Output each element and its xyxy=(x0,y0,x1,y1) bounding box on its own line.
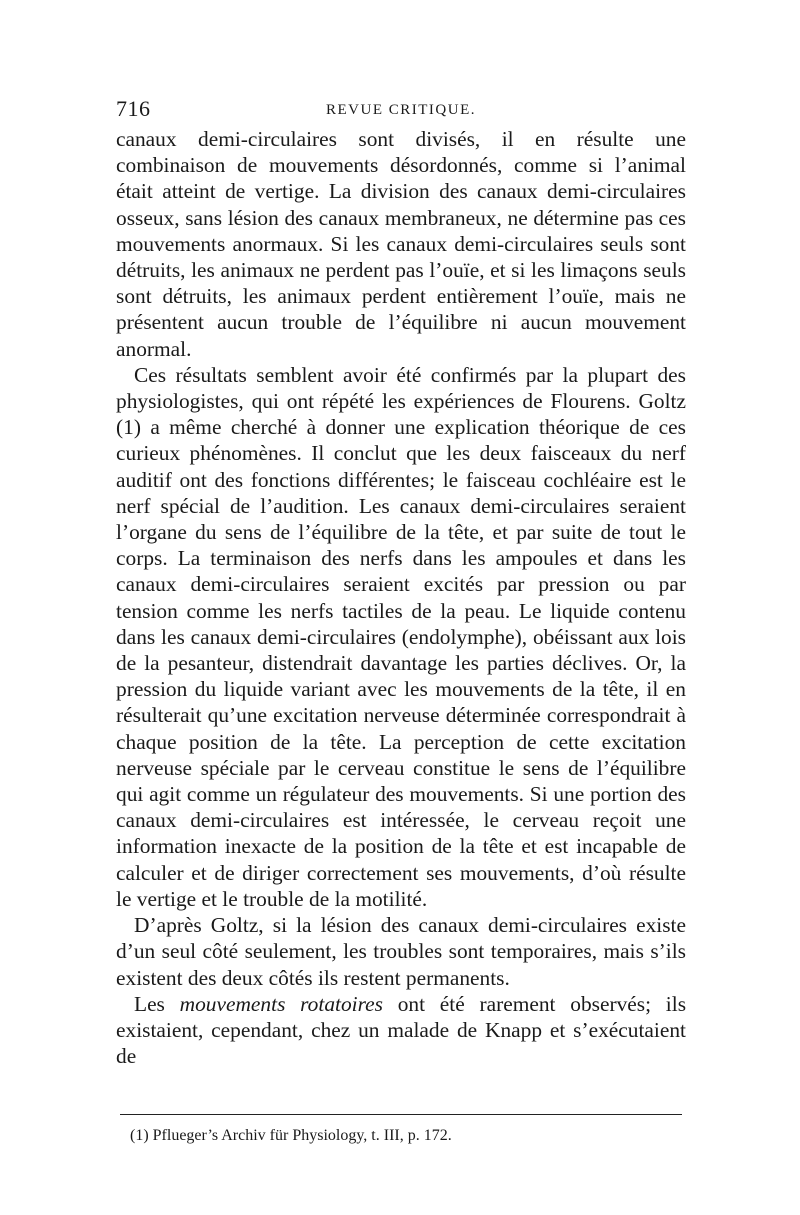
footnote-rule xyxy=(120,1114,682,1115)
footnote: (1) Pflueger’s Archiv für Physiology, t. III, p. 172. xyxy=(130,1127,452,1144)
italic-term: mouvements rotatoires xyxy=(179,991,383,1016)
paragraph-4 xyxy=(116,991,686,1070)
body-text xyxy=(116,126,686,1069)
paragraph-4-rest: ont été rarement observés; ils existaient, cependant, chez un malade de Knapp et s’exécutaient de xyxy=(116,991,687,1069)
running-title: REVUE CRITIQUE. xyxy=(326,102,476,118)
paragraph-3: D’après Goltz, si la lésion des canaux demi-circulaires existe d’un seul côté seulement, les troubles sont temporaires, mais s’ils existent des deux côtés ils restent permanents. xyxy=(116,913,686,990)
paragraph-1: canaux demi-circulaires sont divisés, il en résulte une combinaison de mouvements désordonnés, comme si l’animal était atteint de vertige. La division des canaux demi-circulaires osseux, sans lésion des canaux membraneux, ne détermine pas ces mouvements anormaux. Si les canaux demi-circulaires seuls sont détruits, les animaux ne perdent pas l’ouïe, et si les limaçons seuls sont détruits, les animaux perdent entièrement l’ouïe, mais ne présentent aucun trouble de l’équilibre ni aucun mouvement anormal. xyxy=(116,127,686,361)
page-header xyxy=(116,96,686,126)
paragraph-2: Ces résultats semblent avoir été confirmés par la plupart des physiologistes, qui ont répété les expériences de Flourens. Goltz (1) a même cherché à donner une explication théorique de ces curieux phénomènes. Il conclut que les deux faisceaux du nerf auditif ont des fonctions différentes; le faisceau cochléaire est le nerf spécial de l’audition. Les canaux demi-circulaires seraient l’organe du sens de l’équilibre de la tête, et par suite de tout le corps. La terminaison des nerfs dans les ampoules et dans les canaux demi-circulaires seraient excités par pression ou par tension comme les nerfs tactiles de la peau. Le liquide contenu dans les canaux demi-circulaires (endolymphe), obéissant aux lois de la pesanteur, distendrait davantage les parties déclives. Or, la pression du liquide variant avec les mouvements de la tête, il en résulterait qu’une excitation nerveuse déterminée correspondrait à chaque position de la tête. La perception de cette excitation nerveuse spéciale par le cerveau constitue le sens de l’équilibre qui agit comme un régulateur des mouvements. Si une portion des canaux demi-circulaires est intéressée, le cerveau reçoit une information inexacte de la position de la tête et est incapable de calculer et de diriger correctement ses mouvements, d’où résulte le vertige et le trouble de la motilité. xyxy=(116,362,686,911)
page-number: 716 xyxy=(116,96,151,121)
paragraph-4-start: Les xyxy=(134,991,180,1016)
